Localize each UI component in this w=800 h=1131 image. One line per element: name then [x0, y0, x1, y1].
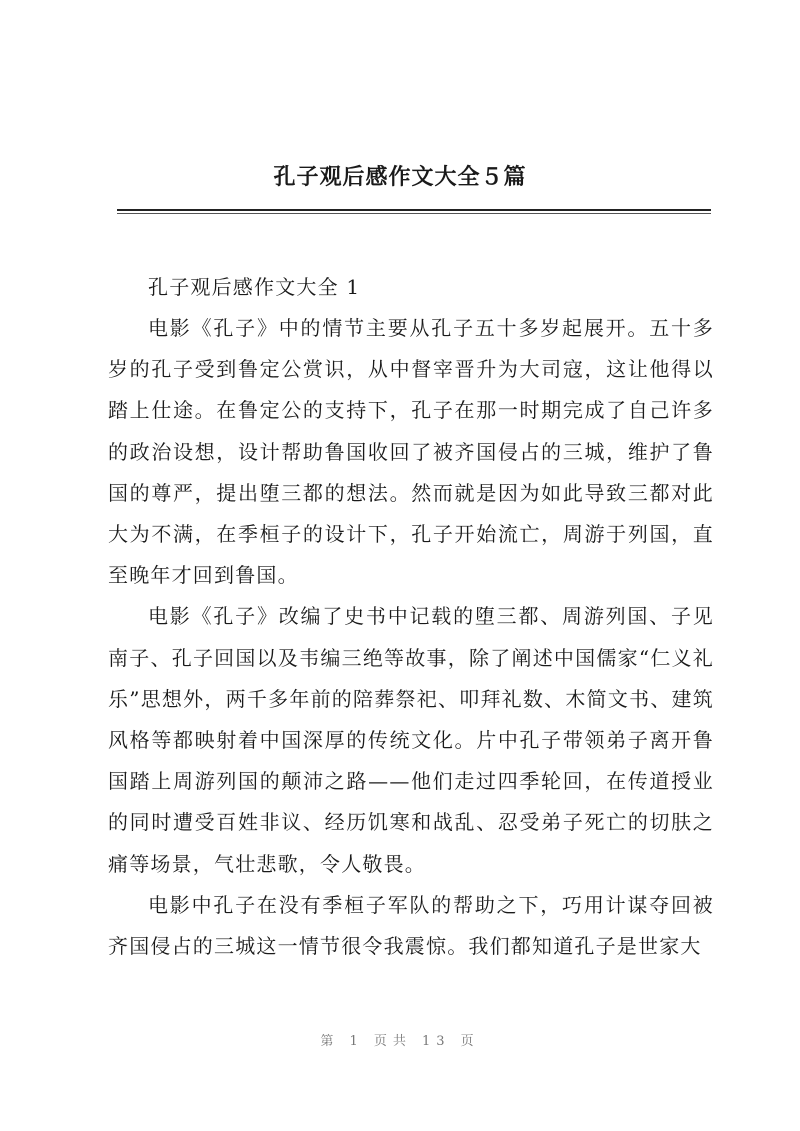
title-divider: [117, 209, 711, 211]
paragraph-1: 电影《孔子》中的情节主要从孔子五十多岁起展开。五十多岁的孔子受到鲁定公赏识，从中督宰晋升为大司寇，这让他得以踏上仕途。在鲁定公的支持下，孔子在那一时期完成了自己许多的政治设想，设计帮助鲁国收回了被齐国侵占的三城，维护了鲁国的尊严，提出堕三都的想法。然而就是因为如此导致三都对此大为不满，在季桓子的设计下，孔子开始流亡，周游于列国，直至晚年才回到鲁国。: [108, 316, 714, 588]
paragraph-3: 电影中孔子在没有季桓子军队的帮助之下，巧用计谋夺回被齐国侵占的三城这一情节很令我震惊。我们都知道孔子是世家大: [108, 892, 714, 959]
document-body: [108, 267, 714, 967]
page-number-footer: 第 1 页共 13 页: [320, 1034, 480, 1049]
paragraph-2: 电影《孔子》改编了史书中记载的堕三都、周游列国、子见南子、孔子回国以及韦编三绝等故事，除了阐述中国儒家“仁义礼乐”思想外，两千多年前的陪葬祭祀、叩拜礼数、木简文书、建筑风格等都映射着中国深厚的传统文化。片中孔子带领弟子离开鲁国踏上周游列国的颠沛之路——他们走过四季轮回，在传道授业的同时遭受百姓非议、经历饥寒和战乱、忍受弟子死亡的切肤之痛等场景，气壮悲歌，令人敬畏。: [108, 604, 714, 876]
section-heading: 孔子观后感作文大全 1: [148, 275, 361, 299]
title-divider-thin: [117, 213, 711, 214]
document-title: 孔子观后感作文大全５篇: [273, 164, 527, 190]
